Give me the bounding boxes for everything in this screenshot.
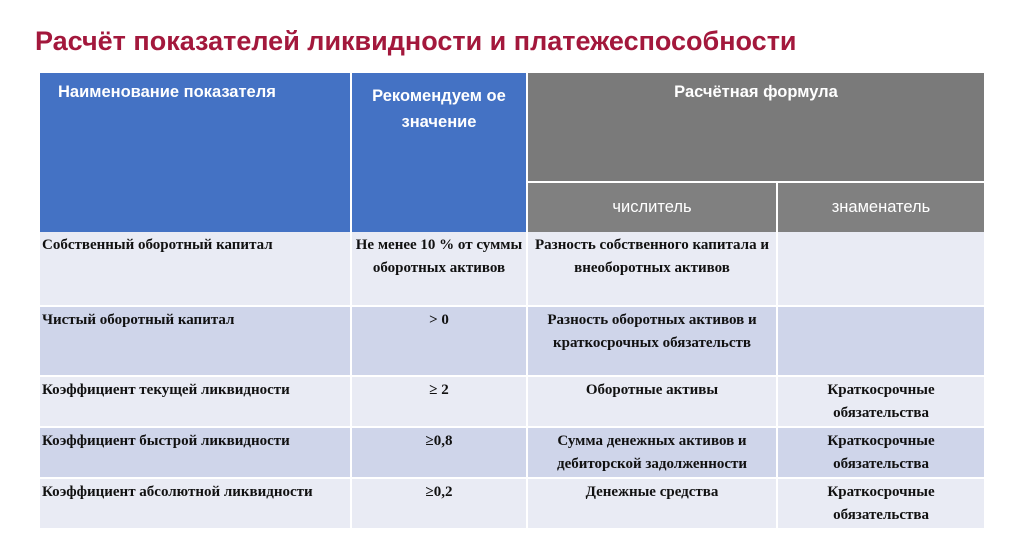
row-name: Чистый оборотный капитал — [40, 306, 351, 376]
row-denominator: Краткосрочные обязательства — [777, 478, 984, 529]
header-denominator: знаменатель — [777, 182, 984, 232]
row-denominator: Краткосрочные обязательства — [777, 376, 984, 427]
table-row — [40, 306, 984, 376]
row-numerator: Разность оборотных активов и краткосрочных обязательств — [527, 306, 777, 376]
row-name: Собственный оборотный капитал — [40, 232, 351, 306]
row-denominator — [777, 306, 984, 376]
header-numerator: числитель — [527, 182, 777, 232]
page-title: Расчёт показателей ликвидности и платежеспособности — [35, 26, 797, 56]
row-numerator: Денежные средства — [527, 478, 777, 529]
row-recommended: Не менее 10 % от суммы оборотных активов — [351, 232, 527, 306]
row-name: Коэффициент текущей ликвидности — [40, 376, 351, 427]
row-numerator: Сумма денежных активов и дебиторской задолженности — [527, 427, 777, 478]
table-row — [40, 232, 984, 306]
table-row — [40, 427, 984, 478]
row-recommended: ≥0,8 — [351, 427, 527, 478]
row-denominator: Краткосрочные обязательства — [777, 427, 984, 478]
row-denominator — [777, 232, 984, 306]
row-recommended: ≥0,2 — [351, 478, 527, 529]
liquidity-indicators-table — [40, 73, 984, 530]
row-numerator: Оборотные активы — [527, 376, 777, 427]
table-row — [40, 376, 984, 427]
row-recommended: > 0 — [351, 306, 527, 376]
header-formula: Расчётная формула — [527, 73, 984, 182]
row-name: Коэффициент абсолютной ликвидности — [40, 478, 351, 529]
row-recommended: ≥ 2 — [351, 376, 527, 427]
row-name: Коэффициент быстрой ликвидности — [40, 427, 351, 478]
header-indicator-name: Наименование показателя — [40, 73, 351, 232]
row-numerator: Разность собственного капитала и внеоборотных активов — [527, 232, 777, 306]
header-recommended-value: Рекомендуем ое значение — [351, 73, 527, 232]
table-row — [40, 478, 984, 529]
